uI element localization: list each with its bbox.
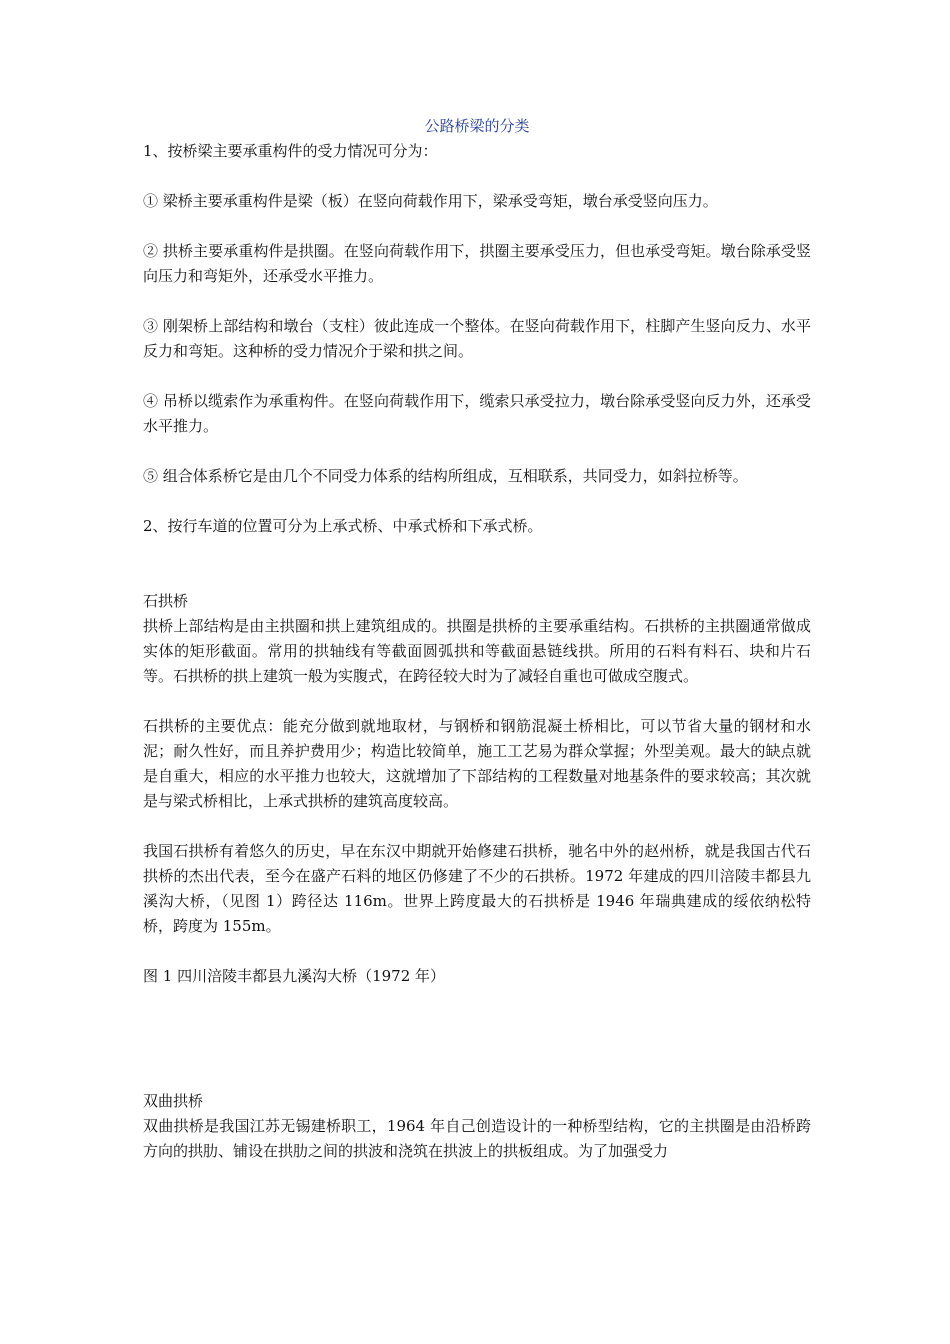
- item-arch-bridge: ② 拱桥主要承重构件是拱圈。在竖向荷载作用下，拱圈主要承受压力，但也承受弯矩。墩台除承受竖向压力和弯矩外，还承受水平推力。: [143, 242, 811, 285]
- section1-heading: 1、按桥梁主要承重构件的受力情况可分为：: [143, 142, 438, 160]
- spacer: [143, 689, 811, 714]
- stone-arch-heading: 石拱桥: [143, 592, 189, 610]
- spacer: [143, 214, 811, 239]
- spacer: [143, 939, 811, 964]
- spacer: [143, 489, 811, 514]
- document-title: 公路桥梁的分类: [424, 117, 530, 135]
- stone-arch-para2: 石拱桥的主要优点：能充分做到就地取材，与钢桥和钢筋混凝土桥相比，可以节省大量的钢材和水泥；耐久性好，而且养护费用少；构造比较简单，施工工艺易为群众掌握；外型美观。最大的缺点就是自重大，相应的水平推力也较大，这就增加了下部结构的工程数量对地基条件的要求较高；其次就是与梁式桥相比，上承式拱桥的建筑高度较高。: [143, 717, 811, 810]
- spacer: [143, 439, 811, 464]
- stone-arch-para1: 拱桥上部结构是由主拱圈和拱上建筑组成的。拱圈是拱桥的主要承重结构。石拱桥的主拱圈通常做成实体的矩形截面。常用的拱轴线有等截面圆弧拱和等截面悬链线拱。所用的石料有料石、块和片石等。石拱桥的拱上建筑一般为实腹式，在跨径较大时为了减轻自重也可做成空腹式。: [143, 617, 811, 685]
- spacer: [143, 814, 811, 839]
- item-suspension-bridge: ④ 吊桥以缆索作为承重构件。在竖向荷载作用下，缆索只承受拉力，墩台除承受竖向反力外，还承受水平推力。: [143, 392, 811, 435]
- stone-arch-para3: 我国石拱桥有着悠久的历史，早在东汉中期就开始修建石拱桥，驰名中外的赵州桥，就是我国古代石拱桥的杰出代表，至今在盛产石料的地区仍修建了不少的石拱桥。1972 年建成的四川涪陵丰都县九溪沟大桥，（见图 1）跨径达 116m。世界上跨度最大的石拱桥是 1946 年瑞典建成的绥依纳松特桥，跨度为 155m。: [143, 842, 811, 935]
- spacer: [143, 289, 811, 314]
- document-page: [143, 114, 811, 1164]
- spacer: [143, 364, 811, 389]
- double-curve-heading: 双曲拱桥: [143, 1092, 204, 1110]
- spacer: [143, 1064, 811, 1089]
- double-curve-para1: 双曲拱桥是我国江苏无锡建桥职工，1964 年自己创造设计的一种桥型结构，它的主拱圈是由沿桥跨方向的拱肋、铺设在拱肋之间的拱波和浇筑在拱波上的拱板组成。为了加强受力: [143, 1117, 811, 1160]
- spacer: [143, 539, 811, 589]
- item-composite-bridge: ⑤ 组合体系桥它是由几个不同受力体系的结构所组成，互相联系，共同受力，如斜拉桥等。: [143, 467, 748, 485]
- figure-caption: 图 1 四川涪陵丰都县九溪沟大桥（1972 年）: [143, 967, 446, 985]
- item-beam-bridge: ① 梁桥主要承重构件是梁（板）在竖向荷载作用下，梁承受弯矩，墩台承受竖向压力。: [143, 192, 718, 210]
- spacer: [143, 989, 811, 1064]
- item-rigid-frame-bridge: ③ 刚架桥上部结构和墩台（支柱）彼此连成一个整体。在竖向荷载作用下，柱脚产生竖向反力、水平反力和弯矩。这种桥的受力情况介于梁和拱之间。: [143, 317, 811, 360]
- section2-heading: 2、按行车道的位置可分为上承式桥、中承式桥和下承式桥。: [143, 517, 543, 535]
- spacer: [143, 164, 811, 189]
